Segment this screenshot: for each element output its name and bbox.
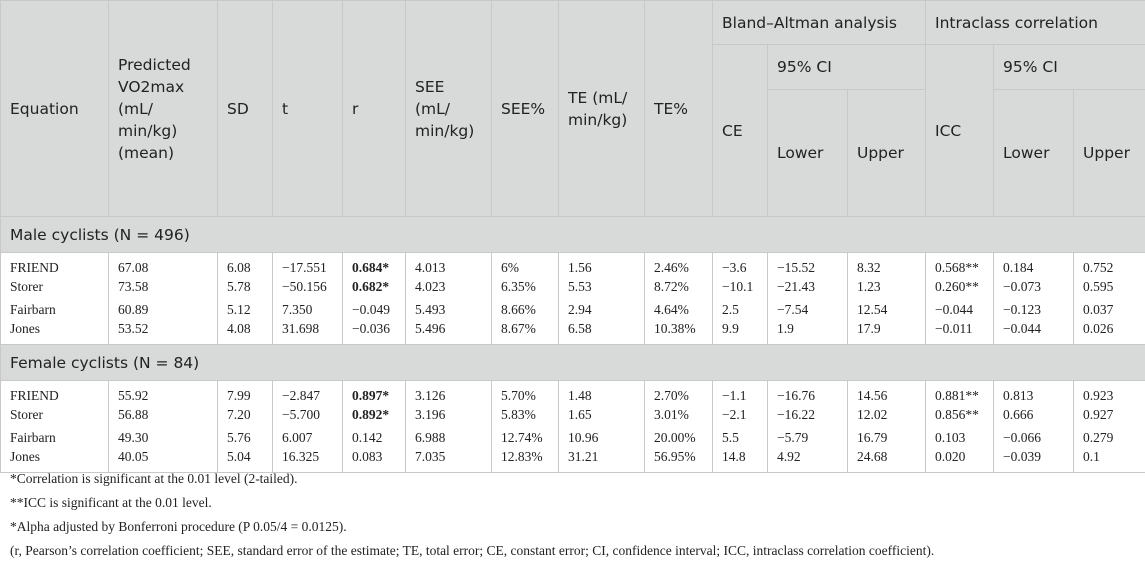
footnote-icc: **ICC is significant at the 0.01 level. [10, 495, 212, 510]
cell-ba-lower: 4.92 [768, 449, 848, 473]
col-header-predicted-vo2max: Predicted VO2max (mL/ min/kg) (mean) [109, 1, 218, 217]
cell-t: 7.350 [273, 299, 343, 322]
cell-ce: −2.1 [713, 404, 768, 427]
cell-icc-lower: −0.044 [994, 321, 1074, 345]
cell-icc: 0.856** [926, 404, 994, 427]
cell-equation: Fairbarn [1, 299, 109, 322]
cell-ba-lower: −7.54 [768, 299, 848, 322]
cell-icc-upper: 0.1 [1074, 449, 1145, 473]
cell-ba-upper: 1.23 [848, 276, 926, 299]
cell-r: 0.682* [343, 276, 406, 299]
col-header-sd: SD [218, 1, 273, 217]
cell-t: −5.700 [273, 404, 343, 427]
subgroup-header-icc-ci: 95% CI [994, 45, 1145, 90]
col-header-te-percent: TE% [645, 1, 713, 217]
cell-see: 3.126 [406, 381, 492, 405]
cell-ce: 14.8 [713, 449, 768, 473]
cell-icc-lower: −0.123 [994, 299, 1074, 322]
cell-r: 0.083 [343, 449, 406, 473]
footnote-correlation: *Correlation is significant at the 0.01 level (2-tailed). [10, 471, 298, 486]
footnote-abbreviations: (r, Pearson’s correlation coefficient; SEE, standard error of the estimate; TE, total error; CE, constant error; CI, confidence interval; ICC, intraclass correlation coefficient). [10, 543, 935, 558]
subgroup-header-ba-ci: 95% CI [768, 45, 926, 90]
cell-te: 31.21 [559, 449, 645, 473]
section-title: Female cyclists (N = 84) [1, 345, 1145, 381]
table-body [1, 217, 1145, 473]
table-row [1, 427, 1145, 450]
cell-predicted-vo2max: 56.88 [109, 404, 218, 427]
cell-icc-upper: 0.595 [1074, 276, 1145, 299]
col-header-equation: Equation [1, 1, 109, 217]
cell-see-percent: 12.83% [492, 449, 559, 473]
cell-r: −0.049 [343, 299, 406, 322]
cell-te: 6.58 [559, 321, 645, 345]
cell-icc-upper: 0.923 [1074, 381, 1145, 405]
cell-te-percent: 56.95% [645, 449, 713, 473]
cell-see-percent: 8.66% [492, 299, 559, 322]
cell-see-percent: 5.83% [492, 404, 559, 427]
cell-sd: 4.08 [218, 321, 273, 345]
cell-icc-lower: 0.184 [994, 253, 1074, 277]
cell-ba-upper: 16.79 [848, 427, 926, 450]
cell-equation: FRIEND [1, 381, 109, 405]
cell-see-percent: 8.67% [492, 321, 559, 345]
cell-ba-upper: 12.54 [848, 299, 926, 322]
cell-te: 1.65 [559, 404, 645, 427]
cell-predicted-vo2max: 40.05 [109, 449, 218, 473]
cell-ba-upper: 14.56 [848, 381, 926, 405]
cell-predicted-vo2max: 60.89 [109, 299, 218, 322]
cell-sd: 5.76 [218, 427, 273, 450]
cell-te-percent: 10.38% [645, 321, 713, 345]
cell-equation: FRIEND [1, 253, 109, 277]
cell-te-percent: 3.01% [645, 404, 713, 427]
cell-icc: 0.881** [926, 381, 994, 405]
col-header-icc: ICC [926, 45, 994, 217]
footnote-alpha: *Alpha adjusted by Bonferroni procedure (P 0.05/4 = 0.0125). [10, 519, 347, 534]
cell-icc-lower: −0.073 [994, 276, 1074, 299]
cell-sd: 5.12 [218, 299, 273, 322]
col-header-te: TE (mL/ min/kg) [559, 1, 645, 217]
cell-equation: Jones [1, 321, 109, 345]
cell-see: 4.013 [406, 253, 492, 277]
cell-icc-lower: −0.039 [994, 449, 1074, 473]
cell-predicted-vo2max: 55.92 [109, 381, 218, 405]
cell-icc-upper: 0.279 [1074, 427, 1145, 450]
cell-te: 1.56 [559, 253, 645, 277]
cell-see-percent: 6.35% [492, 276, 559, 299]
cell-equation: Fairbarn [1, 427, 109, 450]
table-row [1, 321, 1145, 345]
cell-icc: −0.044 [926, 299, 994, 322]
cell-icc: 0.260** [926, 276, 994, 299]
col-header-ce: CE [713, 45, 768, 217]
cell-r: 0.684* [343, 253, 406, 277]
cell-te-percent: 2.46% [645, 253, 713, 277]
cell-icc-upper: 0.026 [1074, 321, 1145, 345]
cell-icc-lower: 0.666 [994, 404, 1074, 427]
cell-ba-lower: 1.9 [768, 321, 848, 345]
cell-icc: 0.020 [926, 449, 994, 473]
table-row [1, 299, 1145, 322]
cell-sd: 7.99 [218, 381, 273, 405]
cell-see-percent: 5.70% [492, 381, 559, 405]
cell-predicted-vo2max: 49.30 [109, 427, 218, 450]
group-header-intraclass-correlation: Intraclass correlation [926, 1, 1145, 45]
col-header-icc-upper: Upper [1074, 90, 1145, 217]
col-header-ba-upper: Upper [848, 90, 926, 217]
cell-t: −17.551 [273, 253, 343, 277]
table-row [1, 404, 1145, 427]
cell-te: 5.53 [559, 276, 645, 299]
cell-see: 3.196 [406, 404, 492, 427]
cell-r: 0.142 [343, 427, 406, 450]
table-row [1, 381, 1145, 405]
cell-ba-lower: −21.43 [768, 276, 848, 299]
cell-ce: 9.9 [713, 321, 768, 345]
cell-te-percent: 2.70% [645, 381, 713, 405]
cell-predicted-vo2max: 73.58 [109, 276, 218, 299]
cell-ba-lower: −16.22 [768, 404, 848, 427]
cell-t: 16.325 [273, 449, 343, 473]
cell-see: 4.023 [406, 276, 492, 299]
cell-icc: 0.103 [926, 427, 994, 450]
cell-t: −2.847 [273, 381, 343, 405]
section-title: Male cyclists (N = 496) [1, 217, 1145, 253]
cell-ba-lower: −5.79 [768, 427, 848, 450]
cell-predicted-vo2max: 67.08 [109, 253, 218, 277]
cell-see: 5.496 [406, 321, 492, 345]
cell-te: 2.94 [559, 299, 645, 322]
col-header-see-percent: SEE% [492, 1, 559, 217]
table-row [1, 253, 1145, 277]
table-header [1, 1, 1145, 217]
cell-te-percent: 8.72% [645, 276, 713, 299]
cell-r: −0.036 [343, 321, 406, 345]
cell-see: 5.493 [406, 299, 492, 322]
col-header-r: r [343, 1, 406, 217]
cell-icc-upper: 0.927 [1074, 404, 1145, 427]
table-row [1, 276, 1145, 299]
cell-sd: 5.78 [218, 276, 273, 299]
cell-ba-lower: −16.76 [768, 381, 848, 405]
group-header-bland-altman: Bland–Altman analysis [713, 1, 926, 45]
cell-sd: 6.08 [218, 253, 273, 277]
cell-ce: −3.6 [713, 253, 768, 277]
cell-ce: −10.1 [713, 276, 768, 299]
section-header-row [1, 345, 1145, 381]
cell-sd: 5.04 [218, 449, 273, 473]
cell-ce: 5.5 [713, 427, 768, 450]
cell-icc-lower: −0.066 [994, 427, 1074, 450]
col-header-see: SEE (mL/ min/kg) [406, 1, 492, 217]
cell-icc: 0.568** [926, 253, 994, 277]
cell-icc-upper: 0.037 [1074, 299, 1145, 322]
cell-ba-lower: −15.52 [768, 253, 848, 277]
cell-icc: −0.011 [926, 321, 994, 345]
cell-r: 0.897* [343, 381, 406, 405]
col-header-t: t [273, 1, 343, 217]
cell-ce: −1.1 [713, 381, 768, 405]
cell-icc-upper: 0.752 [1074, 253, 1145, 277]
cell-see-percent: 6% [492, 253, 559, 277]
cell-ba-upper: 12.02 [848, 404, 926, 427]
col-header-icc-lower: Lower [994, 90, 1074, 217]
section-header-row [1, 217, 1145, 253]
cell-t: 6.007 [273, 427, 343, 450]
cell-te: 1.48 [559, 381, 645, 405]
cell-ba-upper: 17.9 [848, 321, 926, 345]
cell-ce: 2.5 [713, 299, 768, 322]
cell-te-percent: 4.64% [645, 299, 713, 322]
cell-equation: Jones [1, 449, 109, 473]
cell-te-percent: 20.00% [645, 427, 713, 450]
cell-see: 6.988 [406, 427, 492, 450]
cell-predicted-vo2max: 53.52 [109, 321, 218, 345]
cell-ba-upper: 24.68 [848, 449, 926, 473]
cell-ba-upper: 8.32 [848, 253, 926, 277]
cell-equation: Storer [1, 276, 109, 299]
cell-sd: 7.20 [218, 404, 273, 427]
cell-t: −50.156 [273, 276, 343, 299]
cell-see-percent: 12.74% [492, 427, 559, 450]
cell-r: 0.892* [343, 404, 406, 427]
col-header-ba-lower: Lower [768, 90, 848, 217]
table-row [1, 449, 1145, 473]
cell-t: 31.698 [273, 321, 343, 345]
cell-see: 7.035 [406, 449, 492, 473]
cell-te: 10.96 [559, 427, 645, 450]
cell-equation: Storer [1, 404, 109, 427]
cell-icc-lower: 0.813 [994, 381, 1074, 405]
